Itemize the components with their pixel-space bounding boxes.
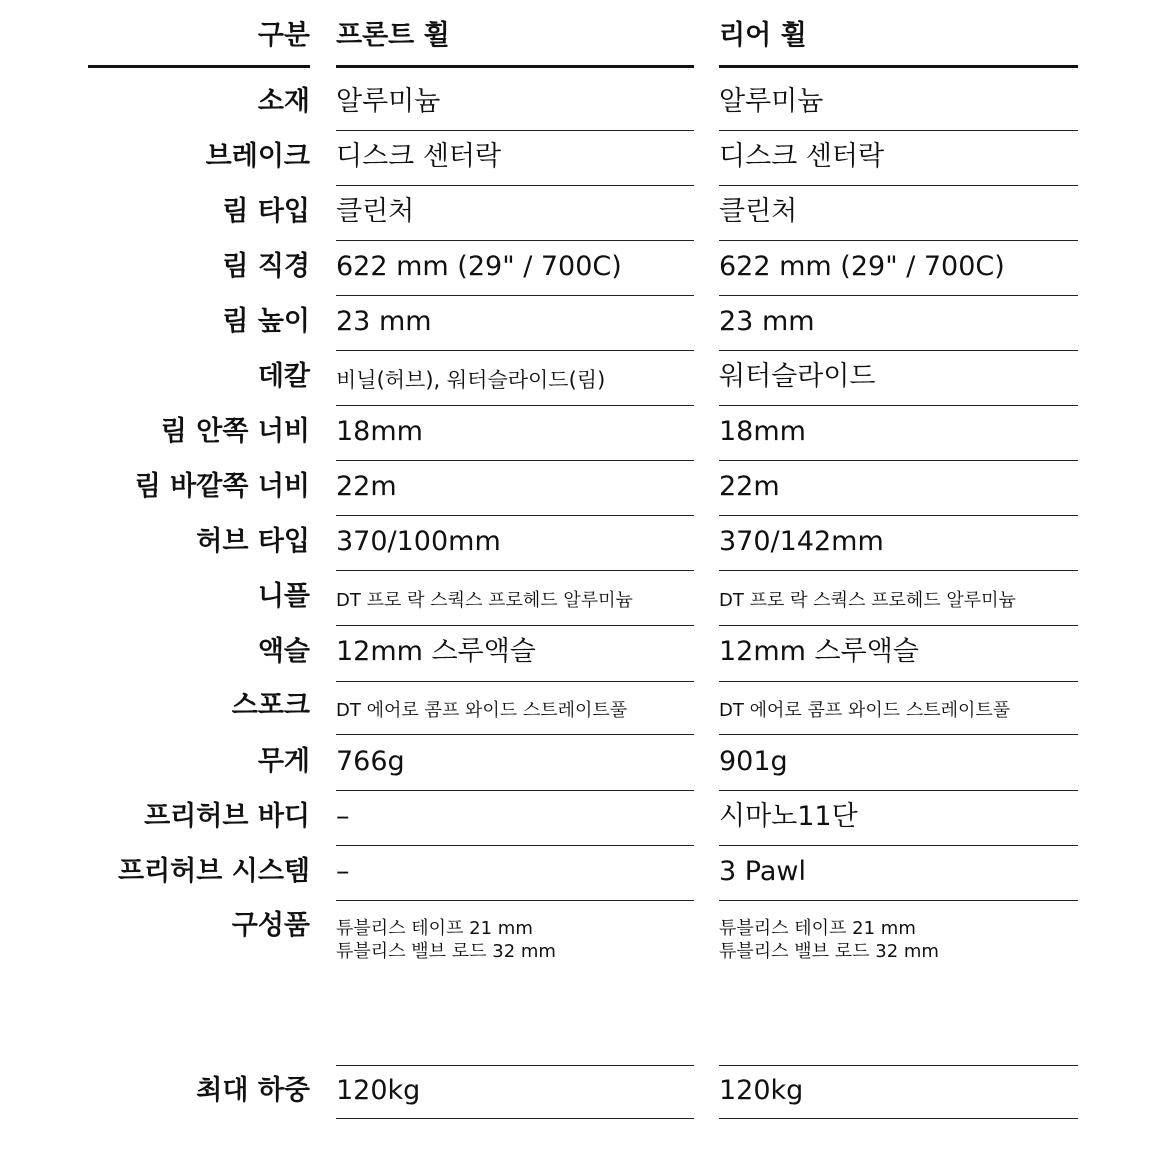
rear-value: 18mm bbox=[719, 416, 806, 447]
rear-value: 알루미늄 bbox=[719, 86, 824, 117]
row-divider bbox=[719, 900, 1078, 901]
row-divider bbox=[336, 185, 694, 186]
header-label: 구분 bbox=[257, 20, 310, 51]
row-divider bbox=[336, 130, 694, 131]
front-value: 클린처 bbox=[336, 196, 415, 227]
front-value: 18mm bbox=[336, 416, 423, 447]
row-label: 데칼 bbox=[257, 361, 310, 392]
row-label: 최대 하중 bbox=[196, 1075, 310, 1106]
rear-value: 12mm 스루액슬 bbox=[719, 636, 919, 667]
row-divider bbox=[719, 1118, 1078, 1119]
row-divider bbox=[719, 350, 1078, 351]
rear-value: 120kg bbox=[719, 1075, 804, 1106]
row-divider bbox=[336, 240, 694, 241]
header-rear-wheel: 리어 휠 bbox=[719, 20, 807, 51]
front-value: 23 mm bbox=[336, 306, 432, 337]
front-value: DT 에어로 콤프 와이드 스트레이트풀 bbox=[336, 700, 628, 721]
header-front-wheel: 프론트 휠 bbox=[336, 20, 450, 51]
row-divider bbox=[336, 460, 694, 461]
row-divider bbox=[719, 130, 1078, 131]
row-divider bbox=[336, 350, 694, 351]
front-value: 120kg bbox=[336, 1075, 421, 1106]
row-label: 무게 bbox=[257, 746, 310, 777]
rear-value: 워터슬라이드 bbox=[719, 361, 876, 392]
rear-value: 튜블리스 테이프 21 mm 튜블리스 밸브 로드 32 mm bbox=[719, 918, 939, 962]
rear-value: 370/142mm bbox=[719, 526, 884, 557]
rear-value: DT 에어로 콤프 와이드 스트레이트풀 bbox=[719, 700, 1011, 721]
row-divider bbox=[336, 295, 694, 296]
row-label: 구성품 bbox=[231, 910, 310, 941]
rear-value: 클린처 bbox=[719, 196, 798, 227]
row-label: 액슬 bbox=[257, 636, 310, 667]
front-value: 370/100mm bbox=[336, 526, 501, 557]
row-divider bbox=[336, 845, 694, 846]
row-divider bbox=[719, 295, 1078, 296]
row-divider bbox=[336, 790, 694, 791]
row-divider bbox=[719, 185, 1078, 186]
row-divider bbox=[719, 734, 1078, 735]
rear-value: 디스크 센터락 bbox=[719, 141, 885, 172]
front-value: 622 mm (29" / 700C) bbox=[336, 251, 622, 282]
front-value: 766g bbox=[336, 746, 405, 777]
header-divider-front bbox=[336, 65, 694, 68]
row-label: 스포크 bbox=[231, 690, 310, 721]
row-divider bbox=[719, 405, 1078, 406]
row-divider bbox=[719, 515, 1078, 516]
row-divider bbox=[719, 240, 1078, 241]
row-label: 림 타입 bbox=[222, 196, 310, 227]
row-divider bbox=[336, 681, 694, 682]
front-value: 알루미늄 bbox=[336, 86, 441, 117]
row-label: 림 바깥쪽 너비 bbox=[134, 471, 310, 502]
row-divider bbox=[336, 1065, 694, 1066]
row-label: 림 직경 bbox=[222, 251, 310, 282]
row-label: 허브 타입 bbox=[196, 526, 310, 557]
rear-value: 22m bbox=[719, 471, 780, 502]
front-value: 비닐(허브), 워터슬라이드(림) bbox=[336, 368, 606, 392]
front-value: 튜블리스 테이프 21 mm 튜블리스 밸브 로드 32 mm bbox=[336, 918, 556, 962]
row-divider bbox=[336, 405, 694, 406]
row-label: 림 안쪽 너비 bbox=[160, 416, 310, 447]
row-divider bbox=[336, 900, 694, 901]
row-divider bbox=[336, 1118, 694, 1119]
row-label: 니플 bbox=[257, 581, 310, 612]
row-label: 소재 bbox=[257, 86, 310, 117]
rear-value: 622 mm (29" / 700C) bbox=[719, 251, 1005, 282]
row-divider bbox=[336, 734, 694, 735]
header-divider-label bbox=[88, 65, 310, 68]
front-value: – bbox=[336, 801, 350, 832]
row-label: 림 높이 bbox=[222, 306, 310, 337]
row-divider bbox=[336, 570, 694, 571]
rear-value: DT 프로 락 스쿽스 프로헤드 알루미늄 bbox=[719, 590, 1016, 611]
front-value: DT 프로 락 스쿽스 프로헤드 알루미늄 bbox=[336, 590, 633, 611]
row-divider bbox=[336, 625, 694, 626]
row-divider bbox=[719, 790, 1078, 791]
rear-value: 23 mm bbox=[719, 306, 815, 337]
front-value: 디스크 센터락 bbox=[336, 141, 502, 172]
table-header bbox=[0, 0, 1175, 70]
rear-value: 901g bbox=[719, 746, 788, 777]
row-divider bbox=[719, 845, 1078, 846]
row-divider bbox=[719, 1065, 1078, 1066]
row-divider bbox=[336, 515, 694, 516]
row-divider bbox=[719, 681, 1078, 682]
header-divider-rear bbox=[719, 65, 1078, 68]
row-divider bbox=[719, 625, 1078, 626]
row-divider bbox=[719, 460, 1078, 461]
row-divider bbox=[719, 570, 1078, 571]
rear-value: 3 Pawl bbox=[719, 856, 806, 887]
front-value: – bbox=[336, 856, 350, 887]
row-label: 프리허브 시스템 bbox=[118, 856, 310, 887]
rear-value: 시마노11단 bbox=[719, 801, 858, 832]
row-label: 프리허브 바디 bbox=[144, 801, 310, 832]
front-value: 12mm 스루액슬 bbox=[336, 636, 536, 667]
front-value: 22m bbox=[336, 471, 397, 502]
row-label: 브레이크 bbox=[205, 141, 310, 172]
